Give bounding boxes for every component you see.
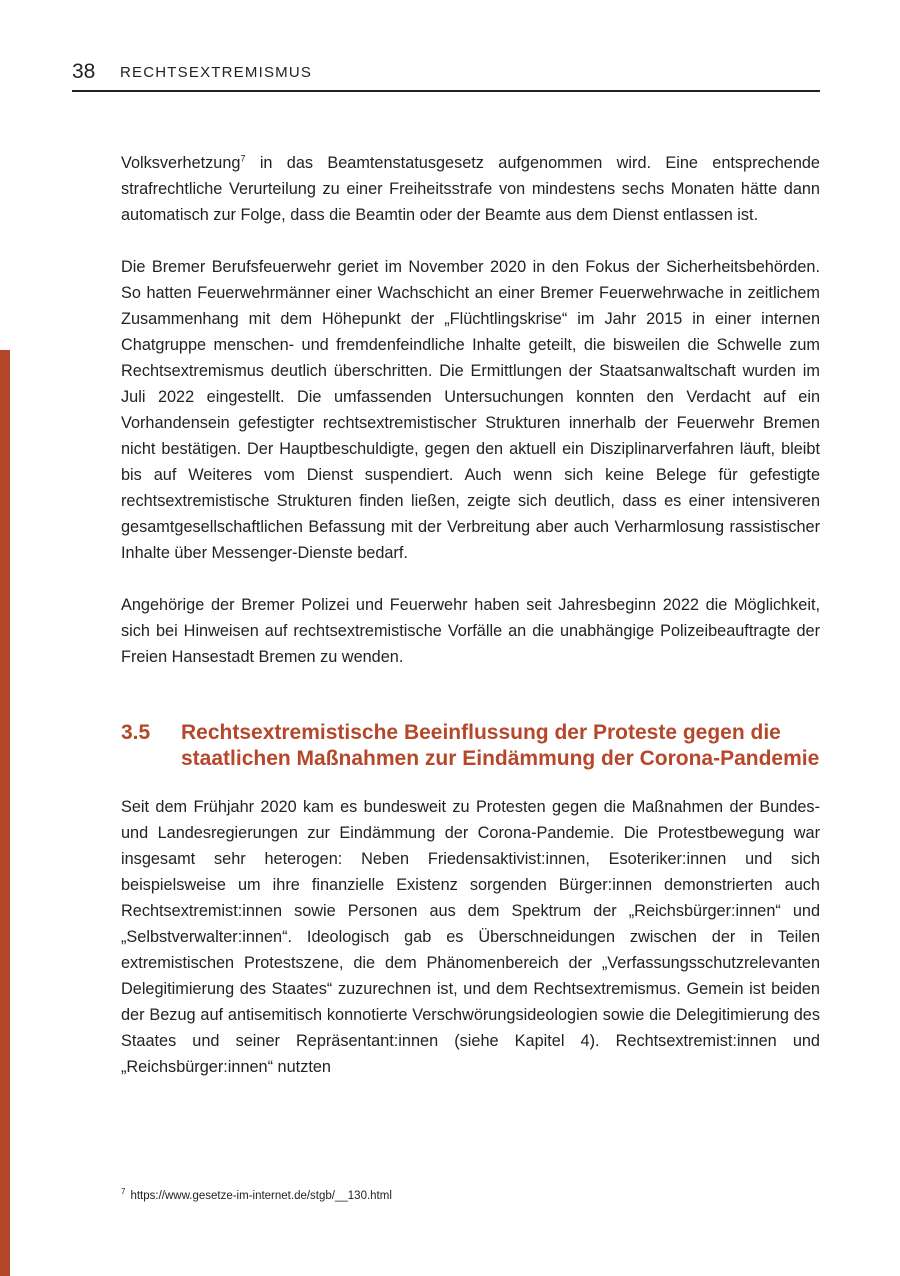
paragraph-2: Die Bremer Berufsfeuerwehr geriet im November 2020 in den Fokus der Sicherheitsbehörden. So hatten Feuerwehrmänner einer Wachschicht an einer Bremer Feuerwehrwache in zeitlichem Zusammenhang mit dem Höhepunkt der „Flüchtlingskrise“ im Jahr 2015 in einer internen Chatgruppe menschen- und fremdenfeindliche Inhalte geteilt, die bisweilen die Schwelle zum Rechtsextremismus deutlich überschritten. Die Ermittlungen der Staatsanwaltschaft wurden im Juli 2022 eingestellt. Die umfassenden Untersuchungen konnten den Verdacht auf ein Vorhandensein gefestigter rechtsextremistischer Strukturen innerhalb der Feuerwehr Bremen nicht bestätigen. Der Hauptbeschuldigte, gegen den aktuell ein Disziplinarverfahren läuft, bleibt bis auf Weiteres vom Dienst suspendiert. Auch wenn sich keine Belege für gefestigte rechtsextremistische Strukturen finden ließen, zeigte sich deutlich, dass es einer intensiveren gesamtgesellschaftlichen Befassung mit der Verbreitung aber auch Verharmlosung rassistischer Inhalte über Messenger-Dienste bedarf. <box>121 258 820 562</box>
section-number: 3.5 <box>121 721 151 744</box>
footnote <box>121 1184 820 1204</box>
running-title: RECHTSEXTREMISMUS <box>120 64 313 81</box>
paragraph-1-start: Volksverhetzung <box>121 154 241 172</box>
footnote-mark: 7 <box>121 1187 126 1196</box>
side-accent-bar <box>0 350 10 1276</box>
page-header <box>72 58 820 92</box>
paragraph-3: Angehörige der Bremer Polizei und Feuerwehr haben seit Jahresbeginn 2022 die Möglichkeit, sich bei Hinweisen auf rechtsextremistische Vorfälle an die unabhängige Polizeibeauftragte der Freien Hansestadt Bremen zu wenden. <box>121 596 820 666</box>
section-heading <box>121 720 820 772</box>
main-content <box>121 150 820 1080</box>
page-number: 38 <box>72 60 96 83</box>
section-paragraph: Seit dem Frühjahr 2020 kam es bundesweit zu Protesten gegen die Maßnahmen der Bundes- und Landesregierungen zur Eindämmung der Corona-Pandemie. Die Protestbewegung war insgesamt sehr heterogen: Neben Friedensaktivist:innen, Esoteriker:innen und sich beispielsweise um ihre finanzielle Existenz sorgenden Bürger:innen demonstrierten auch Rechtsextremist:innen sowie Personen aus dem Spektrum der „Reichsbürger:innen“ und „Selbstverwalter:innen“. Ideologisch gab es Überschneidungen zwischen der in Teilen extremistischen Protestszene, die dem Phänomenbereich der „Verfassungsschutzrelevanten Delegitimierung des Staates“ zuzurechnen ist, und dem Rechtsextremismus. Gemein ist beiden der Bezug auf antisemitisch konnotierte Verschwörungsideologien sowie die Delegitimierung des Staates und seiner Repräsentant:innen (siehe Kapitel 4). Rechtsextremist:innen und „Reichsbürger:innen“ nutzten <box>121 798 820 1076</box>
paragraph-1-rest: in das Beamtenstatusgesetz aufgenommen wird. Eine entsprechende strafrechtliche Verurteilung zu einer Freiheitsstrafe von mindestens sechs Monaten hätte dann automatisch zur Folge, dass die Beamtin oder der Beamte aus dem Dienst entlassen ist. <box>121 154 820 224</box>
footnote-link[interactable]: https://www.gesetze-im-internet.de/stgb/__130.html <box>130 1189 392 1202</box>
section-title: Rechtsextremistische Beeinflussung der Proteste gegen die staatlichen Maßnahmen zur Eindämmung der Corona-Pandemie <box>181 721 820 770</box>
paragraph-1 <box>121 150 820 228</box>
footnote-ref-7[interactable]: 7 <box>240 153 246 164</box>
